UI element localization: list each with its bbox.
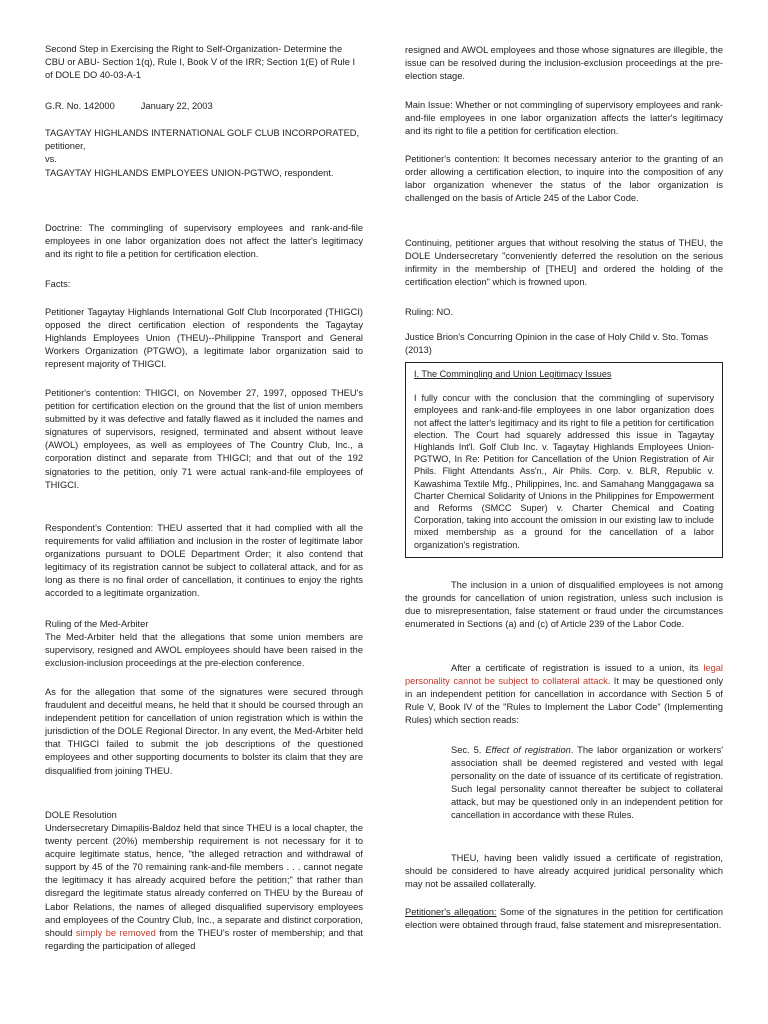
dole-paragraph [45,822,363,953]
facts-label: Facts: [45,279,71,289]
collateral-attack-paragraph [405,662,723,727]
rule-quote [451,744,723,823]
ruling-label: Ruling: NO. [405,307,454,317]
respondent-contention-paragraph: Respondent's Contention: THEU asserted that it had complied with all the requirements for valid affiliation and inclusion in the roster of legitimate labor organizations pursuant to DOLE Department Order; it also contend that legitimacy of its registration cannot be subject to collateral attack, and for as long as there is no final order of cancellation, it continues to enjoy the rights accorded to a legitimate organization. [45,523,363,599]
after-text-a: After a certificate of registration is issued to a union, its [451,663,699,673]
section-heading: Second Step in Exercising the Right to Self-Organization- Determine the CBU or ABU- Section 1(q), Rule I, Book V of the IRR; Section 1(E) of Rule I of DOLE DO 40-03-A-1 [45,44,356,81]
case-number: G.R. No. 142000 [45,101,115,111]
med-arbiter-paragraph-1: The Med-Arbiter held that the allegations that some union members are supervisory, resigned and AWOL employees should have been raised in the exclusion-inclusion proceedings at the pre-election conference. [45,632,363,669]
after-text-b: . It may be questioned only in an independent petition for cancellation in accordance with Section 5 of Rule V, Book IV of the "Rules to Implement the Labor Code" (Implementing Rules) which section reads: [405,676,723,726]
petitioner-contention-paragraph: Petitioner's contention: It becomes necessary anterior to the granting of an order allowing a certification election, to inquire into the composition of any labor organization whenever the status of the labor organization is challenged on the basis of Article 245 of the Labor Code. [405,154,723,204]
brion-opinion-title: Justice Brion's Concurring Opinion in the case of Holy Child v. Sto. Tomas (2013) [405,332,709,356]
allegation-label: Petitioner's allegation: [405,907,497,917]
respondent-name: TAGAYTAY HIGHLANDS EMPLOYEES UNION-PGTWO, respondent. [45,168,334,178]
petitioner-allegation-paragraph [405,906,723,932]
versus-label: vs. [45,154,57,164]
case-date: January 22, 2003 [140,101,213,111]
case-citation [45,100,363,113]
after-highlight: legal personality cannot be subject to collateral attack [405,663,723,687]
sec-body: . The labor organization or workers' association shall be deemed registered and vested with legal personality on the date of issuance of its certificate of registration. Such legal personality cannot thereafter be subject to collateral attack, but may be questioned only in an independent petition for cancellation in accordance with these Rules. [451,745,724,821]
med-arbiter-heading: Ruling of the Med-Arbiter [45,619,149,629]
doctrine-paragraph: Doctrine: The commingling of supervisory employees and rank-and-file employees in one labor organization does not affect the latter's legitimacy and its right to file a petition for certification election. [45,223,363,260]
box-heading: I. The Commingling and Union Legitimacy Issues [414,369,612,379]
allegation-body: Some of the signatures in the petition for certification election were obtained through fraud, false statement and misrepresentation. [405,907,723,931]
facts-paragraph: Petitioner Tagaytay Highlands International Golf Club Incorporated (THIGCI) opposed the direct certification election of respondents the Tagaytay Highlands Employees Union (THEU)--Philippine Transport and General Workers Organization (PTGWO), a legitimate labor organization said to represent majority of THIGCI. [45,307,363,370]
petitioner-contention-paragraph: Petitioner's contention: THIGCI, on November 27, 1997, opposed THEU's petition for certification election on the ground that the list of union members submitted by it was defective and fatally flawed as it included the names and signatures of supervisors, resigned, terminated and absent without leave (AWOL) employees, as well as employees of The Country Club, Inc., a corporation distinct and separate from THIGCI; and that out of the 192 signatories to the petition, only 71 were actual rank-and-file employees of THIGCI. [45,388,363,490]
main-issue-paragraph: Main Issue: Whether or not commingling of supervisory employees and rank-and-file employees in one labor organization affects the latter's legitimacy and its right to file a petition for certification election. [405,100,723,137]
dole-text-b: from the THEU's roster of membership; and that regarding the participation of alleged [45,927,363,951]
dole-text-a: Undersecretary Dimapilis-Baldoz held that since THEU is a local chapter, the twenty percent (20%) membership requirement is not necessary for it to acquire legitimate status, hence, "the alleged retraction and withdrawal of support by 45 of the 70 remaining rank-and-file members . . . cannot negate the legitimacy it has already acquired before the petition;" that rather than disregard the legitimate status already conferred on THEU by the Bureau of Labor Relations, the names of alleged disqualified supervisory employees and employees of the Country Club, Inc., a separate and distinct corporation, should [45,823,363,938]
sec-title: Effect of registration [485,745,571,755]
dole-heading: DOLE Resolution [45,810,117,820]
concurring-opinion-box [405,362,723,558]
box-body: I fully concur with the conclusion that the commingling of supervisory employees and rank-and-file employees in one labor organization does not affect the latter's legitimacy and its right to file a petition for certification election. The Court had squarely addressed this issue in Tagaytay Highlands Int'l. Golf Club Inc. v. Tagaytay Highlands Employees Union-PGTWO, In Re: Petition for Cancellation of the Union Registration of Air Phils. Flight Attendants Ass'n., Air Phils. Corp. v. BLR, Republic v. Kawashima Textile Mfg., Philippines, Inc. and Samahang Manggagawa sa Charter Chemical Solidarity of Unions in the Philippines for Empowerment and Reforms (SMCC Super) v. Charter Chemical and Coating Corporation, taking into account the omission in our existing law to include mixed membership as a ground for the cancellation of a labor organization's registration. [414,393,714,550]
petitioner-name: TAGAYTAY HIGHLANDS INTERNATIONAL GOLF CLUB INCORPORATED, petitioner, [45,128,360,152]
sec-label: Sec. 5. [451,745,482,755]
inclusion-paragraph: The inclusion in a union of disqualified employees is not among the grounds for cancellation of union registration, unless such inclusion is due to misrepresentation, false statement or fraud under the circumstances enumerated in Sections (a) and (c) of Article 239 of the Labor Code. [405,580,723,630]
theu-valid-paragraph: THEU, having been validly issued a certificate of registration, should be considered to have already acquired juridical personality which may not be assailed collaterally. [405,853,723,890]
right-column [405,0,723,1024]
dole-highlight: simply be removed [75,927,156,938]
left-column [45,0,363,1024]
continuing-paragraph: Continuing, petitioner argues that without resolving the status of THEU, the DOLE Undersecretary "conveniently deferred the resolution on the serious infirmity in the membership of [THEU] and ordered the holding of the certification election" which is frowned upon. [405,238,723,288]
continued-paragraph: resigned and AWOL employees and those whose signatures are illegible, the issue can be resolved during the inclusion-exclusion proceedings at the pre-election stage. [405,45,723,82]
med-arbiter-paragraph-2: As for the allegation that some of the signatures were secured through fraudulent and deceitful means, he held that it should be coursed through an independent petition for cancellation of union registration which is within the jurisdiction of the DOLE Regional Director. In any event, the Med-Arbiter held that THIGCI failed to submit the job descriptions of the questioned employees and other supporting documents to bolster its claim that they are disqualified from joining THEU. [45,687,363,776]
